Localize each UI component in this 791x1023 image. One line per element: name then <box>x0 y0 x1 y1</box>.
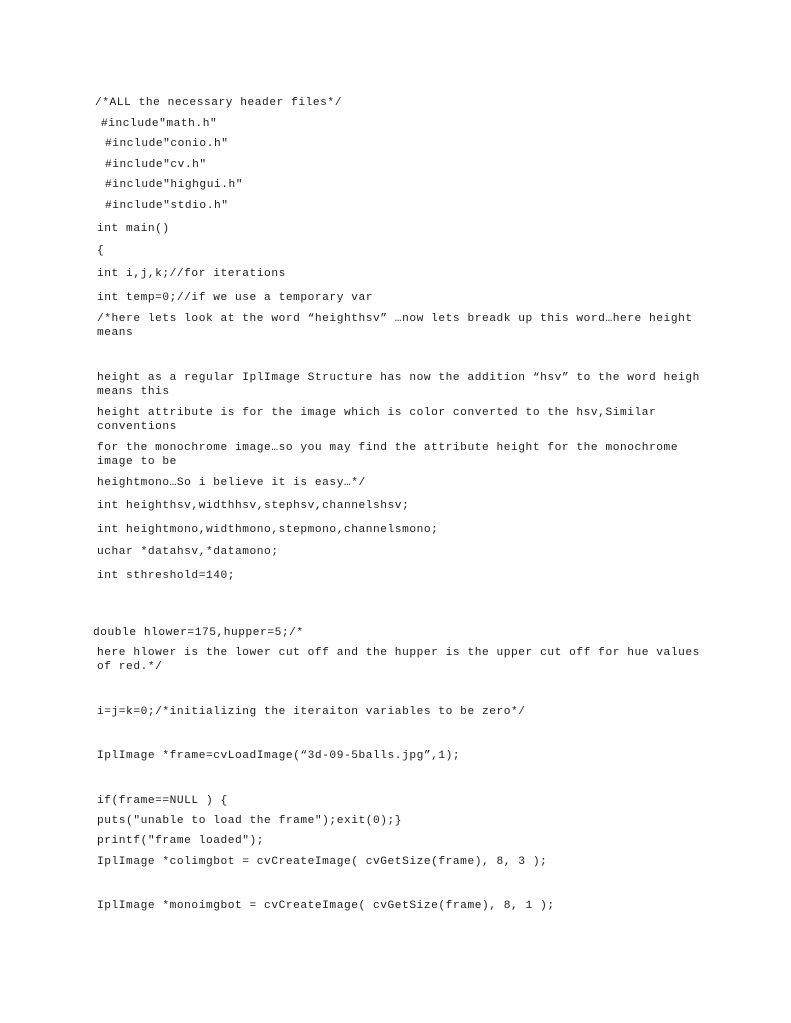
code-line: for the monochrome image…so you may find the attribute height for the monochrome image to be <box>97 442 686 468</box>
code-line: #include"highgui.h" <box>105 179 244 191</box>
code-line: here hlower is the lower cut off and the hupper is the upper cut off for hue values of red.*/ <box>97 647 708 673</box>
code-line: int main() <box>97 223 170 235</box>
code-line: puts("unable to load the frame");exit(0);} <box>97 815 403 827</box>
code-line: if(frame==NULL ) { <box>97 795 228 807</box>
code-line: IplImage *colimgbot = cvCreateImage( cvGetSize(frame), 8, 3 ); <box>97 856 548 868</box>
code-line: int temp=0;//if we use a temporary var <box>97 292 374 304</box>
code-line: heightmono…So i believe it is easy…*/ <box>97 477 366 489</box>
code-line: printf("frame loaded"); <box>97 835 265 847</box>
code-line: double hlower=175,hupper=5;/* <box>93 627 304 639</box>
code-line: { <box>97 245 105 257</box>
code-line: #include"stdio.h" <box>105 200 229 212</box>
code-line: int heighthsv,widthhsv,stephsv,channelshsv; <box>97 500 410 512</box>
code-line: int i,j,k;//for iterations <box>97 268 286 280</box>
code-line: i=j=k=0;/*initializing the iteraiton variables to be zero*/ <box>97 706 526 718</box>
code-line: #include"cv.h" <box>105 159 207 171</box>
code-line: int sthreshold=140; <box>97 570 236 582</box>
code-line: height as a regular IplImage Structure has now the addition “hsv” to the word heigh means this <box>97 372 708 398</box>
code-line: #include"math.h" <box>101 118 218 130</box>
code-line: /*ALL the necessary header files*/ <box>95 97 342 109</box>
code-line: height attribute is for the image which is color converted to the hsv,Similar conventions <box>97 407 664 433</box>
code-line: /*here lets look at the word “heighthsv” …now lets breadk up this word…here height means <box>97 313 700 339</box>
code-line: int heightmono,widthmono,stepmono,channelsmono; <box>97 524 439 536</box>
code-line: uchar *datahsv,*datamono; <box>97 546 279 558</box>
code-line: IplImage *frame=cvLoadImage(“3d-09-5balls.jpg”,1); <box>97 750 461 762</box>
code-line: IplImage *monoimgbot = cvCreateImage( cvGetSize(frame), 8, 1 ); <box>97 900 555 912</box>
code-line: #include"conio.h" <box>105 138 229 150</box>
